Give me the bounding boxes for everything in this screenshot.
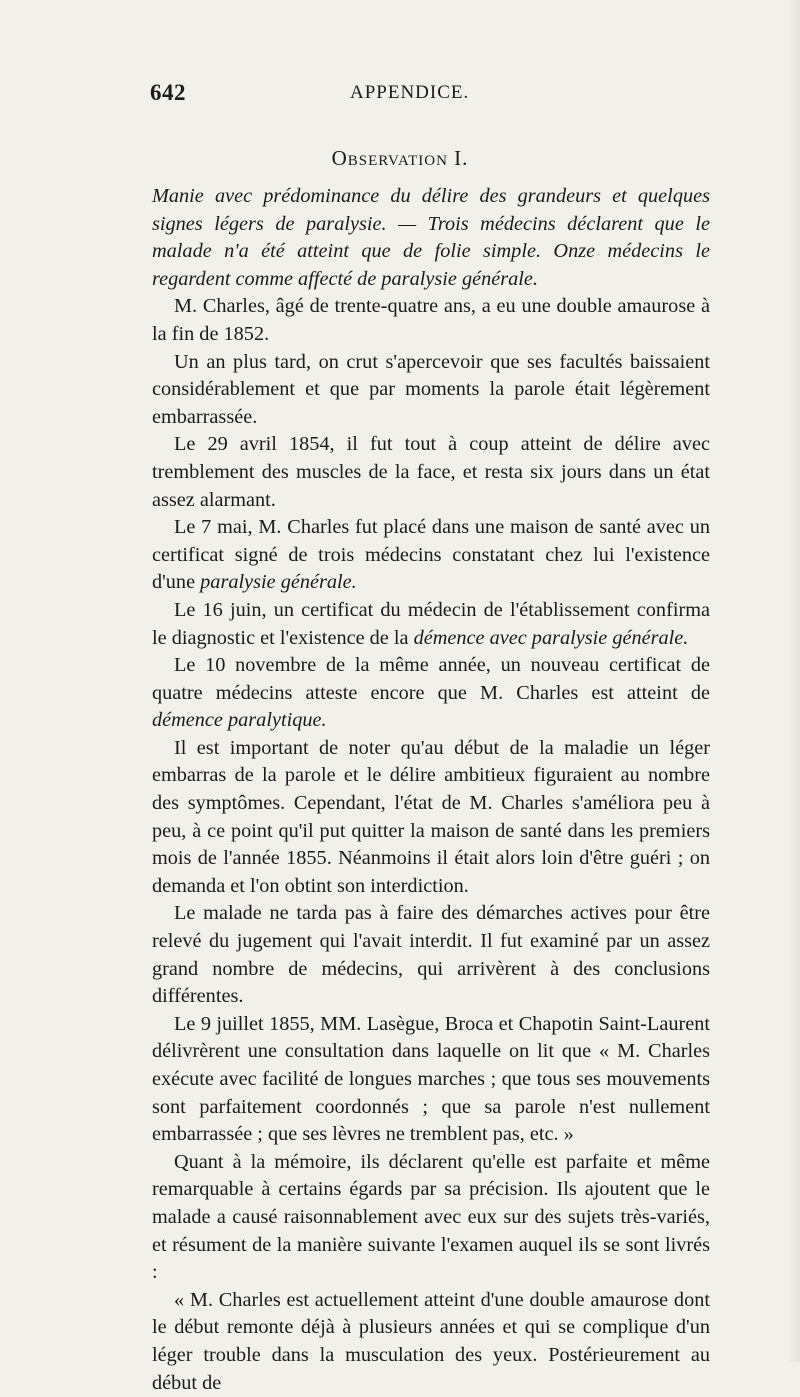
paragraph-5 [152, 597, 710, 652]
paragraph-6-emphasis: démence paralytique. [152, 709, 327, 732]
paragraph-6-text: Le 10 novembre de la même année, un nouveau certificat de quatre médecins atteste encore que M. Charles est atteint de [152, 654, 710, 704]
paragraph-10: Quant à la mémoire, ils déclarent qu'elle est parfaite et même remarquable à certains égards par sa précision. Ils ajoutent que le malade a causé raisonnablement avec eux sur des sujets très-variés, et résument de la manière suivante l'examen auquel ils se sont livrés : [152, 1150, 710, 1284]
running-title: APPENDICE. [350, 82, 470, 103]
paragraph-11: « M. Charles est actuellement atteint d'une double amaurose dont le début remonte déjà à plusieurs années et qui se complique d'un léger trouble dans la musculation des yeux. Postérieurement au début de [152, 1288, 710, 1394]
observation-title: Observation I. [331, 146, 469, 170]
paragraph-9: Le 9 juillet 1855, MM. Lasègue, Broca et Chapotin Saint-Laurent délivrèrent une consultation dans laquelle on lit que « M. Charles exécute avec facilité de longues marches ; que tous ses mouvements sont parfaitement coordonnés ; que sa parole n'est nullement embarrassée ; que ses lèvres ne tremblent pas, etc. » [152, 1012, 710, 1146]
paragraph-4 [152, 514, 710, 597]
paragraph-8: Le malade ne tarda pas à faire des démarches actives pour être relevé du jugement qui l'avait interdit. Il fut examiné par un assez grand nombre de médecins, qui arrivèrent à des conclusions différentes. [152, 902, 710, 1008]
paragraph-1: M. Charles, âgé de trente-quatre ans, a eu une double amaurose à la fin de 1852. [152, 295, 710, 345]
paragraph-3: Le 29 avril 1854, il fut tout à coup atteint de délire avec tremblement des muscles de la face, et resta six jours dans un état assez alarmant. [152, 433, 710, 511]
paragraph-7: Il est important de noter qu'au début de la maladie un léger embarras de la parole et le délire ambitieux figuraient au nombre des symptômes. Cependant, l'état de M. Charles s'améliora peu à peu, à ce point qu'il put quitter la maison de santé dans les premiers mois de l'année 1855. Néanmoins il était alors loin d'être guéri ; on demanda et l'on obtint son interdiction. [152, 736, 710, 897]
paragraph-5-emphasis: démence avec paralysie générale. [413, 626, 689, 649]
paragraph-5-text: Le 16 juin, un certificat du médecin de l'établissement confirma le diagnostic et l'existence de la [152, 598, 710, 649]
paragraph-6 [152, 652, 710, 735]
page-edge-shadow [786, 0, 800, 1362]
observation-summary: Manie avec prédominance du délire des grandeurs et quelques signes légers de paralysie. — Trois médecins déclarent que le malade n'a été atteint que de folie simple. Onze médecins le regardent comme affecté de paralysie générale. [152, 185, 710, 290]
running-head [150, 80, 730, 110]
page-number: 642 [150, 80, 186, 105]
body-text [152, 183, 710, 1397]
paragraph-4-text: Le 7 mai, M. Charles fut placé dans une maison de santé avec un certificat signé de trois médecins constatant chez lui l'existence d'une [152, 516, 710, 594]
paragraph-2: Un an plus tard, on crut s'apercevoir que ses facultés baissaient considérablement et que par moments la parole était légèrement embarrassée. [152, 350, 710, 428]
paragraph-4-emphasis: paralysie générale. [200, 571, 357, 594]
